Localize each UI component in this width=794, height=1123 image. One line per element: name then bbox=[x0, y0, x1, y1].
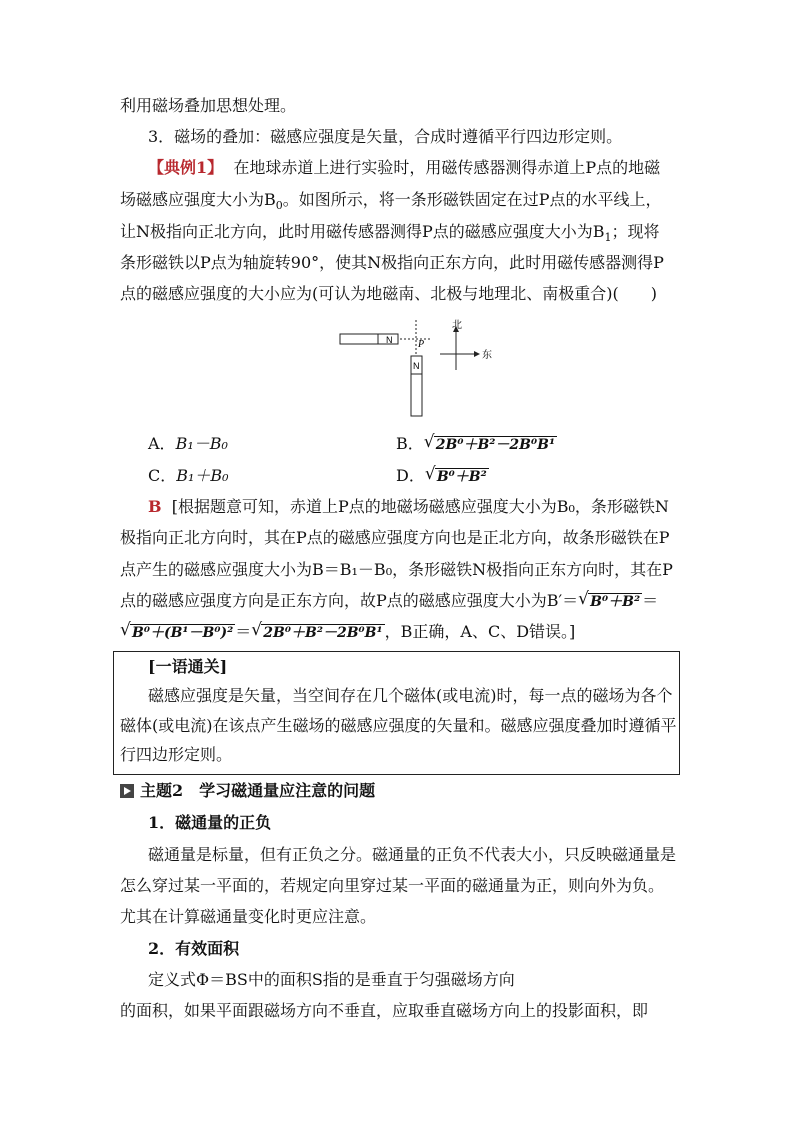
magnet-figure bbox=[330, 318, 510, 422]
n-label-vertical: N bbox=[413, 361, 420, 371]
sqrt-expression: √ 2B⁰＋B²－2B⁰B¹ bbox=[424, 434, 557, 455]
text-line: 怎么穿过某一平面的，若规定向里穿过某一平面的磁通量为正，则向外为负。 bbox=[120, 876, 665, 895]
option-d[interactable]: D．√ B⁰＋B² bbox=[396, 466, 489, 487]
text-line: 条形磁铁以P点为轴旋转90°，使其N极指向正东方向，此时用磁传感器测得P bbox=[120, 253, 664, 272]
section-title: 1．磁通量的正负 bbox=[148, 813, 272, 832]
text-line: 的面积，如果平面跟磁场方向不垂直，应取垂直磁场方向上的投影面积，即 bbox=[120, 1001, 649, 1020]
text-line: 让N极指向正北方向，此时用磁传感器测得P点的磁感应强度大小为$B_1$；现将 bbox=[120, 222, 660, 245]
option-c[interactable]: C．B₁＋B₀ bbox=[148, 466, 229, 485]
text-line: 场磁感应强度大小为$B_0$。如图所示，将一条形磁铁固定在过P点的水平线上， bbox=[120, 190, 662, 213]
sqrt-expression: √ B⁰＋B² bbox=[425, 466, 489, 487]
answer-letter: B bbox=[148, 497, 162, 516]
summary-line: 磁感应强度是矢量，当空间存在几个磁体(或电流)时，每一点的磁场为各个 bbox=[148, 686, 673, 705]
text-line: 尤其在计算磁通量变化时更应注意。 bbox=[120, 907, 377, 926]
answer-line: B [根据题意可知，赤道上P点的地磁场磁感应强度大小为B₀，条形磁铁N bbox=[148, 497, 669, 516]
topic-heading: 主题2 学习磁通量应注意的问题 bbox=[120, 781, 375, 801]
n-label-horizontal: N bbox=[386, 335, 393, 345]
option-b[interactable]: B．√ 2B⁰＋B²－2B⁰B¹ bbox=[396, 434, 557, 455]
north-label: 北 bbox=[452, 320, 462, 331]
answer-line: 点产生的磁感应强度大小为B＝B₁－B₀，条形磁铁N极指向正东方向时，其在P bbox=[120, 560, 673, 579]
sqrt-expression: √ 2B⁰＋B²－2B⁰B¹ bbox=[251, 622, 384, 643]
example-tag: 【典例1】 bbox=[148, 158, 224, 177]
answer-line: 极指向正北方向时，其在P点的磁感应强度方向也是正北方向，故条形磁铁在P bbox=[120, 528, 670, 547]
summary-line: 行四边形定则。 bbox=[120, 745, 233, 764]
text-line: 磁通量是标量，但有正负之分。磁通量的正负不代表大小，只反映磁通量是 bbox=[148, 845, 677, 864]
summary-title: [一语通关] bbox=[148, 657, 228, 676]
text-line: 定义式Φ＝BS中的面积S指的是垂直于匀强磁场方向 bbox=[148, 970, 515, 989]
text-line: 3．磁场的叠加：磁感应强度是矢量，合成时遵循平行四边形定则。 bbox=[148, 127, 623, 146]
sqrt-expression: √ B⁰＋B² bbox=[578, 591, 642, 612]
sqrt-expression: √ B⁰＋(B¹－B⁰)² bbox=[120, 622, 235, 643]
p-label: P bbox=[418, 339, 425, 350]
option-a[interactable]: A．B₁－B₀ bbox=[148, 434, 228, 453]
answer-line: √ B⁰＋(B¹－B⁰)² ＝√ 2B⁰＋B²－2B⁰B¹ ，B正确，A、C、D错误。] bbox=[120, 622, 575, 643]
text-line: 利用磁场叠加思想处理。 bbox=[120, 96, 297, 115]
example-line: 【典例1】 在地球赤道上进行实验时，用磁传感器测得赤道上P点的地磁 bbox=[148, 158, 661, 177]
text-line: 点的磁感应强度的大小应为(可认为地磁南、北极与地理北、南极重合)( ) bbox=[120, 284, 657, 303]
section-title: 2．有效面积 bbox=[148, 939, 240, 958]
summary-line: 磁体(或电流)在该点产生磁场的磁感应强度的矢量和。磁感应强度叠加时遵循平 bbox=[120, 716, 677, 735]
answer-line: 点的磁感应强度方向是正东方向，故P点的磁感应强度大小为B′＝√ B⁰＋B² ＝ bbox=[120, 591, 658, 612]
play-icon bbox=[120, 784, 134, 798]
east-label: 东 bbox=[482, 350, 492, 361]
